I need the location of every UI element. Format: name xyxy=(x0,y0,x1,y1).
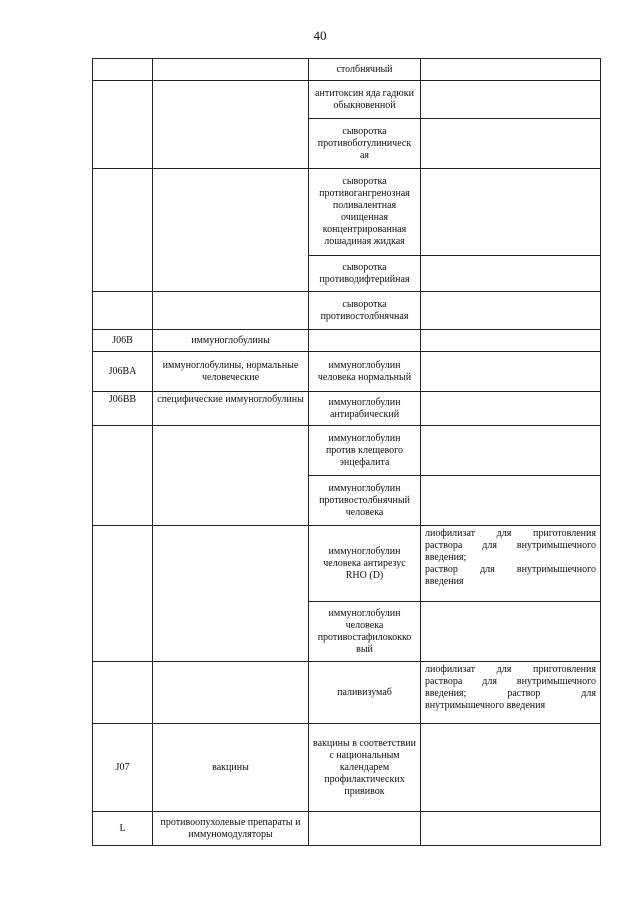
form-cell xyxy=(421,330,601,352)
drug-cell: сыворотка противостолбнячная xyxy=(309,292,421,330)
table-row xyxy=(93,292,601,330)
drug-cell: сыворотка противоботулиническ ая xyxy=(309,119,421,169)
form-line: лиофилизат для приготовления раствора для внутримышечного введения; раствор для внутримышечного введения xyxy=(425,664,596,711)
atc-code-cell xyxy=(93,526,153,662)
form-cell xyxy=(421,662,601,724)
atc-code-cell: J06BB xyxy=(93,392,153,426)
form-cell xyxy=(421,602,601,662)
atc-code-cell xyxy=(93,292,153,330)
form-cell xyxy=(421,59,601,81)
group-cell xyxy=(153,526,309,662)
group-cell xyxy=(153,292,309,330)
form-cell xyxy=(421,476,601,526)
group-cell xyxy=(153,169,309,292)
drug-cell: сыворотка противодифтерийная xyxy=(309,256,421,292)
atc-code-cell xyxy=(93,662,153,724)
drug-cell: иммуноглобулин антирабический xyxy=(309,392,421,426)
form-cell xyxy=(421,426,601,476)
form-cell xyxy=(421,119,601,169)
form-cell xyxy=(421,81,601,119)
atc-code-cell xyxy=(93,426,153,526)
atc-code-cell xyxy=(93,169,153,292)
atc-code-cell: J06B xyxy=(93,330,153,352)
drug-cell: иммуноглобулин против клещевого энцефалита xyxy=(309,426,421,476)
drug-cell: антитоксин яда гадюки обыкновенной xyxy=(309,81,421,119)
page-number: 40 xyxy=(313,28,327,43)
form-line: лиофилизат для приготовления раствора для внутримышечного введения; xyxy=(425,528,596,563)
group-cell: противоопухолевые препараты и иммуномодуляторы xyxy=(153,812,309,846)
atc-code-cell: J07 xyxy=(93,724,153,812)
table-row xyxy=(93,59,601,81)
table-row xyxy=(93,662,601,724)
drug-cell xyxy=(309,812,421,846)
table-row xyxy=(93,426,601,476)
table-row xyxy=(93,169,601,256)
drug-cell: вакцины в соответствии с национальным календарем профилактических прививок xyxy=(309,724,421,812)
table-row xyxy=(93,81,601,119)
group-cell xyxy=(153,426,309,526)
drug-cell: сыворотка противогангренозная поливалентная очищенная концентрированная лошадиная жидкая xyxy=(309,169,421,256)
form-cell xyxy=(421,352,601,392)
drug-cell: паливизумаб xyxy=(309,662,421,724)
form-cell xyxy=(421,392,601,426)
drug-cell: иммуноглобулин человека антирезус RHO (D) xyxy=(309,526,421,602)
form-line: раствор для внутримышечного введения xyxy=(425,564,596,587)
form-cell xyxy=(421,256,601,292)
atc-code-cell xyxy=(93,81,153,169)
form-cell xyxy=(421,724,601,812)
group-cell: вакцины xyxy=(153,724,309,812)
drug-table xyxy=(92,58,601,846)
atc-code-cell: J06BA xyxy=(93,352,153,392)
group-cell: специфические иммуноглобулины xyxy=(153,392,309,426)
form-cell xyxy=(421,169,601,256)
group-cell: иммуноглобулины xyxy=(153,330,309,352)
drug-cell: иммуноглобулин человека противостафилококко вый xyxy=(309,602,421,662)
atc-code-cell xyxy=(93,59,153,81)
table-row xyxy=(93,392,601,426)
atc-code-cell: L xyxy=(93,812,153,846)
group-cell xyxy=(153,81,309,169)
drug-cell xyxy=(309,330,421,352)
form-cell xyxy=(421,526,601,602)
table-row xyxy=(93,526,601,602)
group-cell xyxy=(153,59,309,81)
table-row xyxy=(93,812,601,846)
group-cell xyxy=(153,662,309,724)
table-row xyxy=(93,330,601,352)
form-cell xyxy=(421,292,601,330)
table-row xyxy=(93,724,601,812)
group-cell: иммуноглобулины, нормальные человеческие xyxy=(153,352,309,392)
drug-cell: столбнячный xyxy=(309,59,421,81)
form-cell xyxy=(421,812,601,846)
drug-cell: иммуноглобулин человека нормальный xyxy=(309,352,421,392)
table-row xyxy=(93,352,601,392)
drug-cell: иммуноглобулин противостолбнячный человека xyxy=(309,476,421,526)
